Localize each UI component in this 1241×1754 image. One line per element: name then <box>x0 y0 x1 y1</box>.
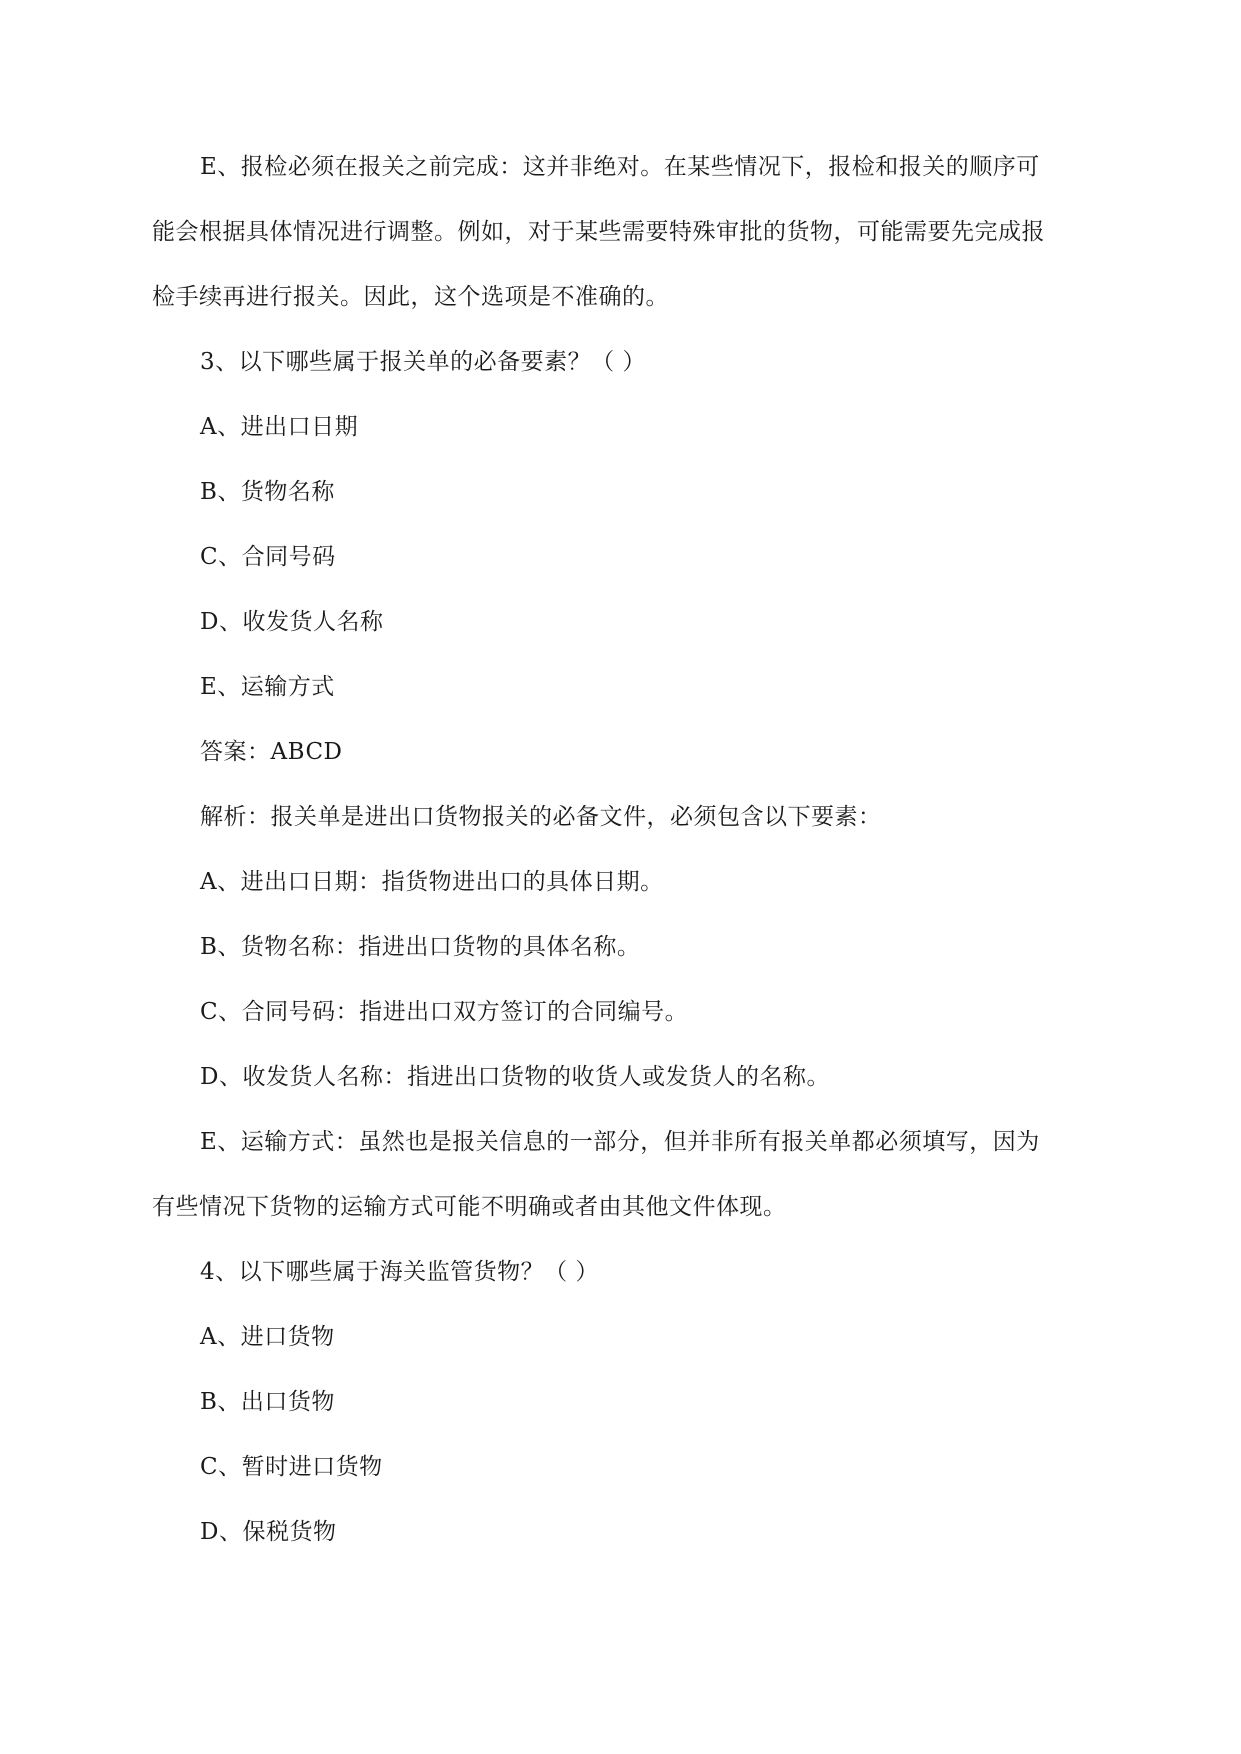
question-3-option-d: D、收发货人名称 <box>200 609 384 635</box>
analysis-item-e: E、运输方式：虽然也是报关信息的一部分，但并非所有报关单都必须填写，因为 <box>200 1129 1040 1155</box>
question-3-option-c: C、合同号码 <box>200 544 336 570</box>
paragraph-line: 检手续再进行报关。因此，这个选项是不准确的。 <box>152 284 669 310</box>
paragraph-line: 能会根据具体情况进行调整。例如，对于某些需要特殊审批的货物，可能需要先完成报 <box>152 219 1045 245</box>
question-4-option-a: A、进口货物 <box>200 1324 335 1350</box>
question-3-option-a: A、进出口日期 <box>200 414 359 440</box>
question-3-analysis: 解析：报关单是进出口货物报关的必备文件，必须包含以下要素： <box>200 804 882 830</box>
question-3-title: 3、以下哪些属于报关单的必备要素？（ ） <box>200 349 646 375</box>
question-4-title: 4、以下哪些属于海关监管货物？（ ） <box>200 1259 599 1285</box>
analysis-item-c: C、合同号码：指进出口双方签订的合同编号。 <box>200 999 689 1025</box>
analysis-item-b: B、货物名称：指进出口货物的具体名称。 <box>200 934 641 960</box>
analysis-item-e-continued: 有些情况下货物的运输方式可能不明确或者由其他文件体现。 <box>152 1194 787 1220</box>
analysis-item-a: A、进出口日期：指货物进出口的具体日期。 <box>200 869 664 895</box>
analysis-item-d: D、收发货人名称：指进出口货物的收货人或发货人的名称。 <box>200 1064 830 1090</box>
paragraph-line: E、报检必须在报关之前完成：这并非绝对。在某些情况下，报检和报关的顺序可 <box>200 154 1040 180</box>
question-3-answer: 答案：ABCD <box>200 739 343 765</box>
question-4-option-d: D、保税货物 <box>200 1519 337 1545</box>
question-3-option-b: B、货物名称 <box>200 479 335 505</box>
question-4-option-b: B、出口货物 <box>200 1389 335 1415</box>
question-4-option-c: C、暂时进口货物 <box>200 1454 383 1480</box>
question-3-option-e: E、运输方式 <box>200 674 335 700</box>
